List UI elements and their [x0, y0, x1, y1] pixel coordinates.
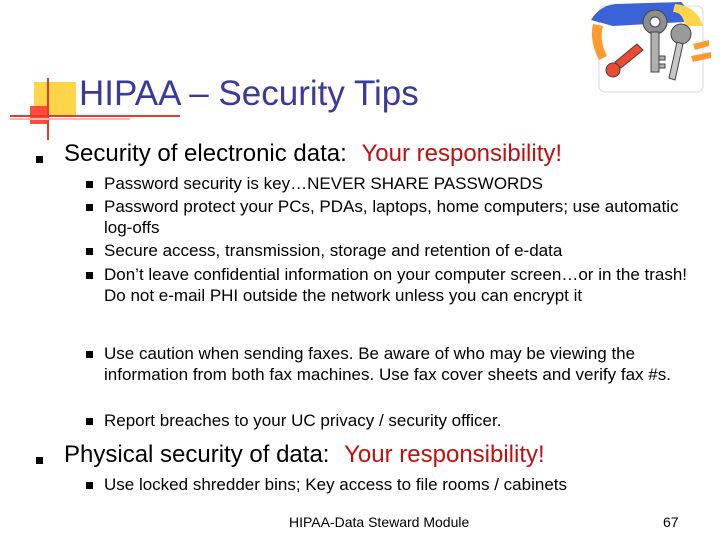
item-bullet [86, 248, 93, 255]
section-heading-text: Security of electronic data: [64, 140, 347, 167]
decorative-horizontal-line-light [10, 118, 130, 120]
section-heading-accent: Your responsibility! [344, 441, 545, 468]
list-item: Don’t leave confidential information on your computer screen…or in the trash! Do not e-mail PHI outside the network unless you can encrypt it [104, 265, 688, 305]
item-bullet [86, 272, 93, 279]
section-bullet [36, 457, 43, 464]
list-item: Report breaches to your UC privacy / security officer. [104, 411, 502, 430]
decorative-horizontal-line [10, 115, 180, 117]
list-item: Password security is key…NEVER SHARE PASSWORDS [104, 174, 543, 193]
item-bullet [86, 418, 93, 425]
slide-title: HIPAA – Security Tips [79, 74, 419, 113]
decorative-vertical-line [47, 78, 49, 140]
section-heading-text: Physical security of data: [64, 441, 330, 468]
keys-clipart-icon [585, 0, 715, 100]
footer-text: HIPAA-Data Steward Module [289, 514, 470, 530]
list-item: Use caution when sending faxes. Be aware of who may be viewing the information from both fax machines. Use fax cover sheets and verify fax #s. [104, 344, 671, 384]
item-bullet [86, 204, 93, 211]
list-item: Secure access, transmission, storage and retention of e-data [104, 241, 563, 260]
item-bullet [86, 482, 93, 489]
item-bullet [86, 351, 93, 358]
section-bullet [36, 156, 43, 163]
item-bullet [86, 181, 93, 188]
section-heading-physical [64, 441, 545, 469]
page-number: 67 [663, 514, 679, 530]
list-item: Use locked shredder bins; Key access to file rooms / cabinets [104, 475, 567, 494]
list-item: Password protect your PCs, PDAs, laptops, home computers; use automatic log-offs [104, 197, 679, 237]
section-heading-electronic [64, 140, 562, 168]
section-heading-accent: Your responsibility! [361, 140, 563, 167]
